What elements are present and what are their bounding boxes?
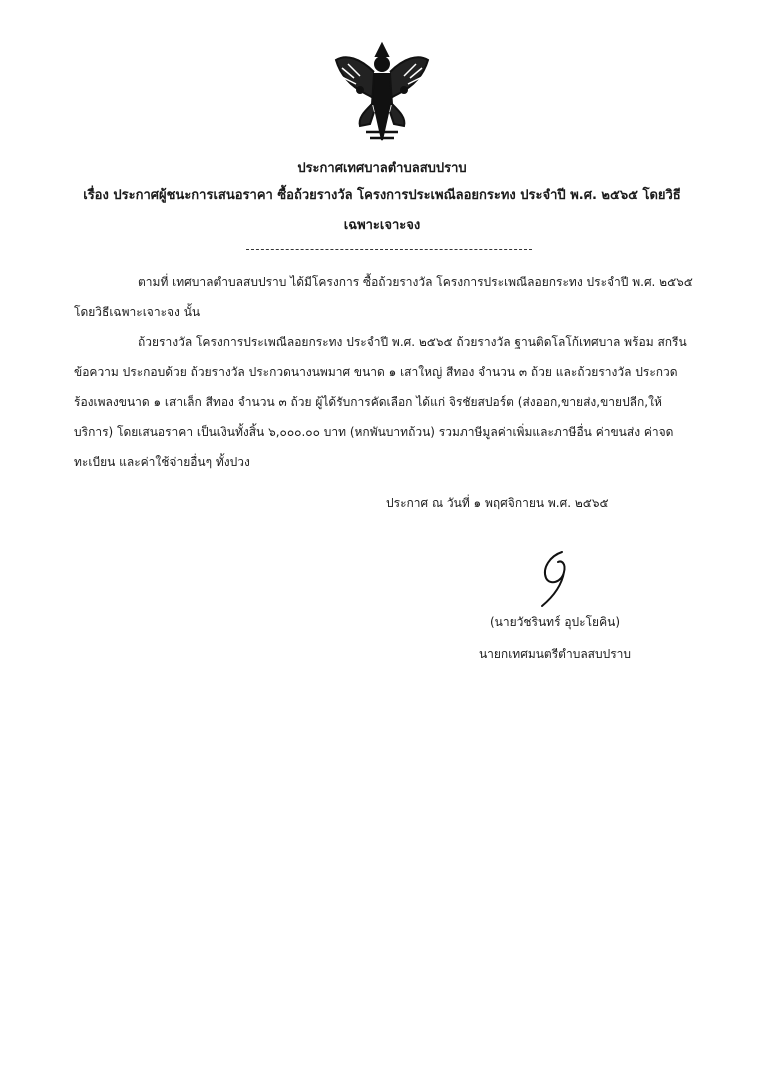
- signature-icon: [528, 548, 578, 610]
- body-paragraph-1: [74, 267, 694, 327]
- body-paragraph-2: [74, 327, 694, 477]
- document-title: ประกาศเทศบาลตำบลสบปราบ: [297, 161, 467, 176]
- subject-line-1: เรื่อง ประกาศผู้ชนะการเสนอราคา ซื้อถ้วยรางวัล โครงการประเพณีลอยกระทง ประจำปี พ.ศ. ๒๕๖๕ โดยวิธี: [83, 188, 681, 203]
- signer-position: นายกเทศมนตรีตำบลสบปราบ: [478, 647, 632, 661]
- garuda-emblem-icon: [330, 40, 434, 146]
- body-paragraph-1-text: ตามที่ เทศบาลตำบลสบปราบ ได้มีโครงการ ซื้อถ้วยรางวัล โครงการประเพณีลอยกระทง ประจำปี พ.ศ. ๒๕๖๕ โดยวิธีเฉพาะเจาะจง นั้น: [74, 275, 693, 319]
- signer-name: (นายวัชรินทร์ อุปะโยคิน): [489, 615, 620, 629]
- body-paragraph-2-text: ถ้วยรางวัล โครงการประเพณีลอยกระทง ประจำปี พ.ศ. ๒๕๖๕ ถ้วยรางวัล ฐานติดโลโก้เทศบาล พร้อม สกรีน ข้อความ ประกอบด้วย ถ้วยรางวัล ประกวดนางนพมาศ ขนาด ๑ เสาใหญ่ สีทอง จำนวน ๓ ถ้วย และถ้วยรางวัล ประกวดร้องเพลงขนาด ๑ เสาเล็ก สีทอง จำนวน ๓ ถ้วย ผู้ได้รับการคัดเลือก ได้แก่ จิรชัยสปอร์ต (ส่งออก,ขายส่ง,ขายปลีก,ให้บริการ) โดยเสนอราคา เป็นเงินทั้งสิ้น ๖,๐๐๐.๐๐ บาท (หกพันบาทถ้วน) รวมภาษีมูลค่าเพิ่มและภาษีอื่น ค่าขนส่ง ค่าจดทะเบียน และค่าใช้จ่ายอื่นๆ ทั้งปวง: [74, 335, 687, 469]
- divider-line: [246, 249, 532, 250]
- subject-line-2: เฉพาะเจาะจง: [343, 218, 421, 233]
- announcement-date: ประกาศ ณ วันที่ ๑ พฤศจิกายน พ.ศ. ๒๕๖๕: [386, 496, 609, 510]
